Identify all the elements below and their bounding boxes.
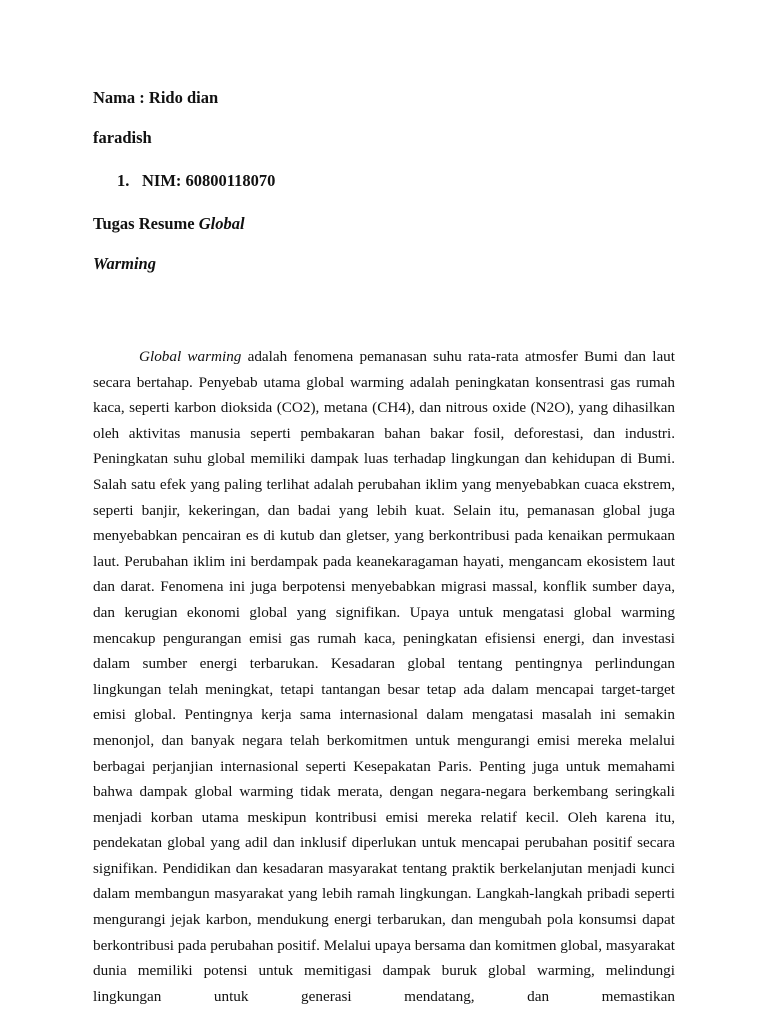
title-prefix: Tugas Resume — [93, 214, 199, 233]
student-name-line-2 — [93, 128, 152, 148]
list-number: 1. — [117, 171, 130, 190]
student-name-text: Nama : Rido dian — [93, 88, 219, 107]
title-italic: Global — [198, 214, 245, 233]
body-lead-italic: Global warming — [139, 348, 242, 365]
body-text: adalah fenomena pemanasan suhu rata-rata atmosfer Bumi dan laut secara bertahap. Penyebab utama global warming adalah peningkatan konsentrasi gas rumah kaca, seperti karbon dioksida (CO2), metana (CH4), dan nitrous oxide (N2O), yang dihasilkan oleh aktivitas manusia seperti pembakaran bahan bakar fosil, deforestasi, dan industri. Peningkatan suhu global memiliki dampak luas terhadap lingkungan dan kehidupan di Bumi. Salah satu efek yang paling terlihat adalah perubahan iklim yang menyebabkan cuaca ekstrem, seperti banjir, kekeringan, dan badai yang lebih kuat. Selain itu, pemanasan global juga menyebabkan pencairan es di kutub dan gletser, yang berkontribusi pada kenaikan permukaan laut. Perubahan iklim ini berdampak pada keanekaragaman hayati, mengancam ekosistem laut dan darat. Fenomena ini juga berpotensi menyebabkan migrasi massal, konflik sumber daya, dan kerugian ekonomi global yang signifikan. Upaya untuk mengatasi global warming mencakup pengurangan emisi gas rumah kaca, peningkatan efisiensi energi, dan investasi dalam sumber energi terbarukan. Kesadaran global tentang pentingnya perlindungan lingkungan telah meningkat, tetapi tantangan besar tetap ada dalam mencapai target-target emisi global. Pentingnya kerja sama internasional dalam mengatasi masalah ini semakin menonjol, dan banyak negara telah berkomitmen untuk mengurangi emisi mereka melalui berbagai perjanjian internasional seperti Kesepakatan Paris. Penting juga untuk memahami bahwa dampak global warming tidak merata, dengan negara-negara berkembang seringkali menjadi korban utama meskipun kontribusi emisi mereka relatif kecil. Oleh karena itu, pendekatan global yang adil dan inklusif diperlukan untuk mencapai perubahan positif secara signifikan. Pendidikan dan kesadaran masyarakat tentang praktik berkelanjutan menjadi kunci dalam membangun masyarakat yang lebih ramah lingkungan. Langkah-langkah pribadi seperti mengurangi jejak karbon, mendukung energi terbarukan, dan mengubah pola konsumsi dapat berkontribusi pada perubahan positif. Melalui upaya bersama dan komitmen global, masyarakat dunia memiliki potensi untuk memitigasi dampak buruk global warming, melindungi lingkungan untuk generasi mendatang, dan memastikan — [93, 348, 676, 1005]
nim-text: NIM: 60800118070 — [142, 171, 276, 190]
document-title-line-2 — [93, 254, 156, 274]
document-title — [93, 214, 245, 234]
student-name-text-2: faradish — [93, 128, 152, 147]
body-paragraph — [93, 344, 675, 1009]
nim-list-item — [117, 171, 275, 191]
student-name-line — [93, 88, 218, 108]
title-italic-2: Warming — [93, 254, 156, 273]
